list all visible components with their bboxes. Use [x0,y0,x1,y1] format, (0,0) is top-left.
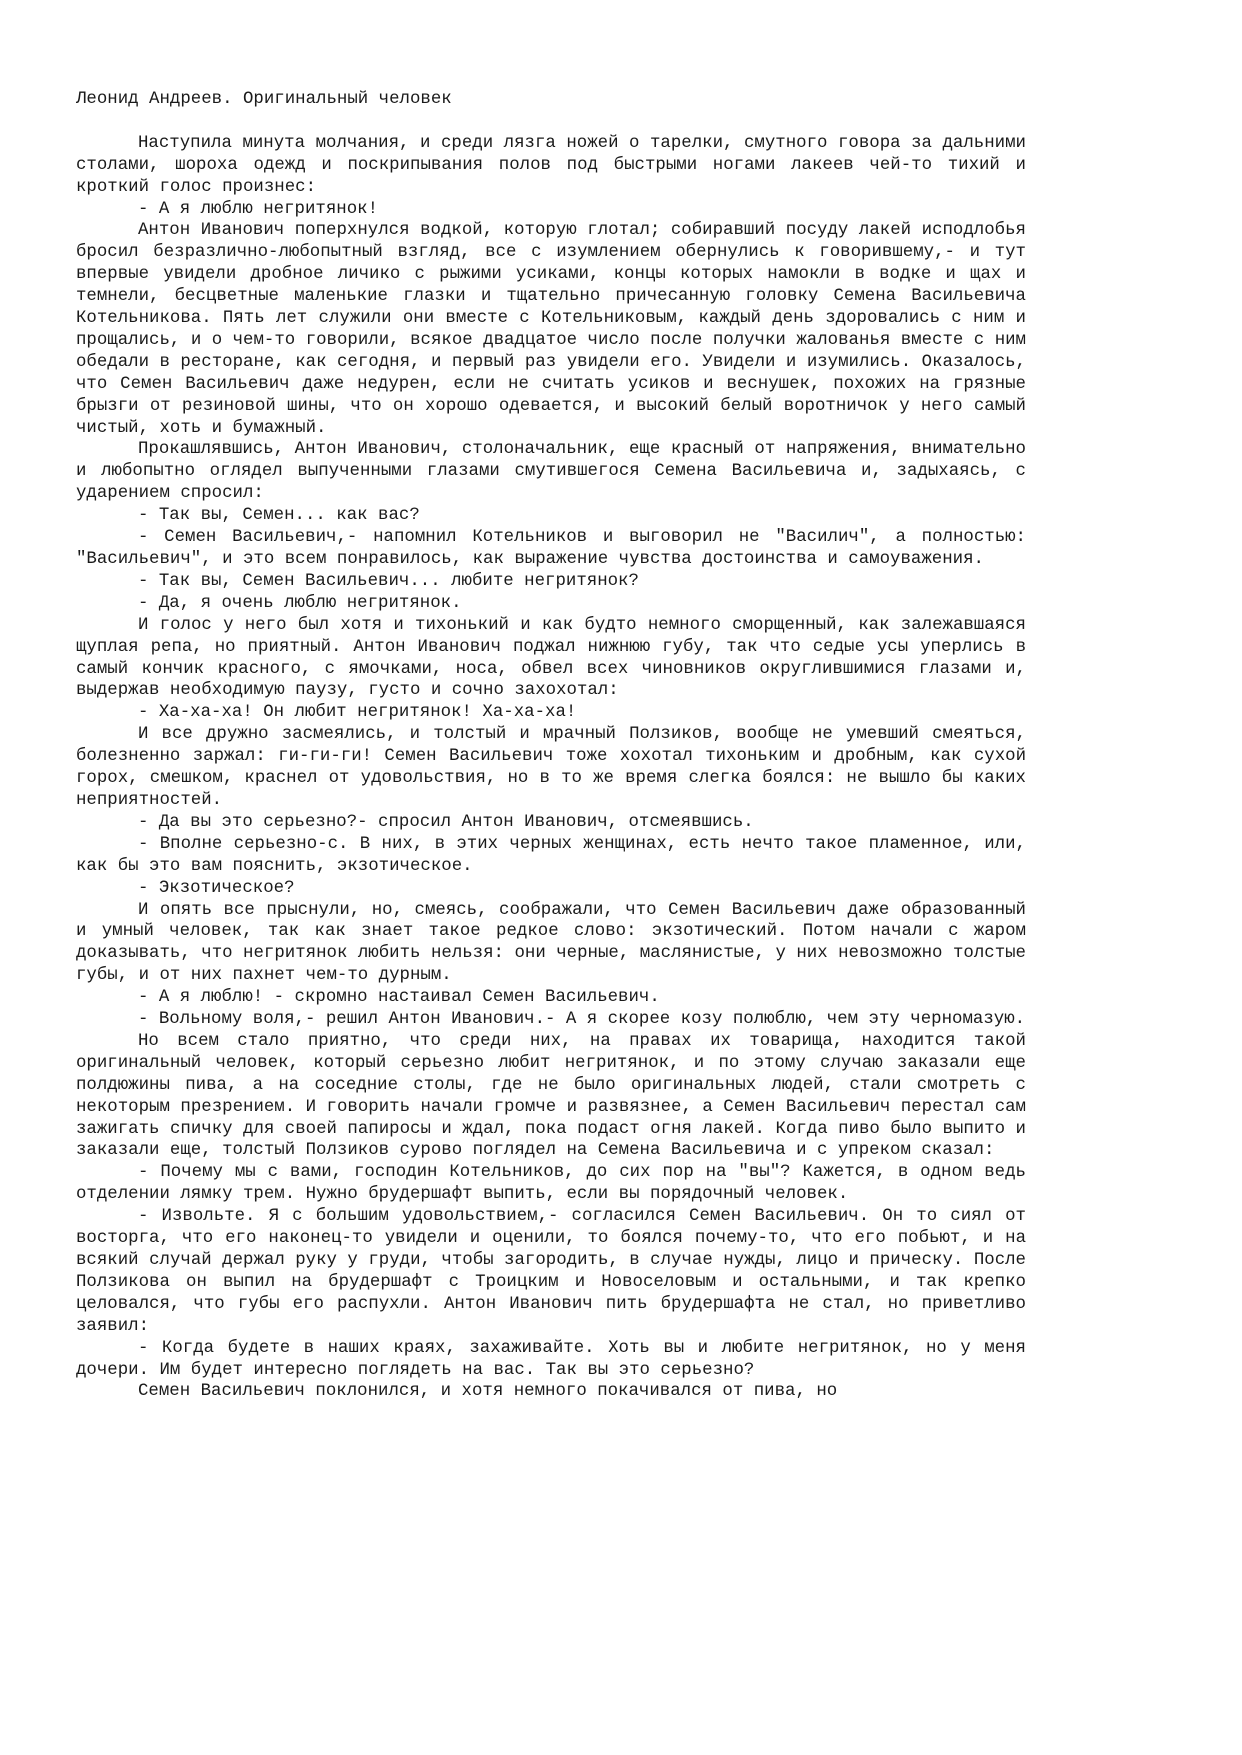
paragraph: Семен Васильевич поклонился, и хотя немного покачивался от пива, но [138,1382,838,1402]
paragraph: - Экзотическое? [138,878,295,898]
paragraph: - Так вы, Семен Васильевич... любите негритянок? [138,571,639,591]
paragraph: - Когда будете в наших краях, захаживайте. Хоть вы и любите негритянок, но у меня дочери. Им будет интересно поглядеть на вас. Так вы это серьезно? [76,1338,1026,1380]
paragraph: - А я люблю негритянок! [138,199,379,219]
paragraph: - Почему мы с вами, господин Котельников, до сих пор на "вы"? Кажется, в одном ведь отделении лямку трем. Нужно брудершафт выпить, если вы порядочный человек. [76,1163,1026,1205]
paragraph: Прокашлявшись, Антон Иванович, столоначальник, еще красный от напряжения, внимательно и любопытно оглядел выпученными глазами смутившегося Семена Васильевича и, задыхаясь, с ударением спросил: [76,440,1026,504]
paragraph: Антон Иванович поперхнулся водкой, которую глотал; собиравший посуду лакей исподлобья бросил безразлично-любопытный взгляд, все с изумлением обернулись к говорившему,- и тут впервые увидели дробное личико с рыжими усиками, концы которых намокли в водке и щах и темнели, бесцветные маленькие глазки и тщательно причесанную головку Семена Васильевича Котельникова. Пять лет служили они вместе с Котельниковым, каждый день здоровались с ним и прощались, и о чем-то говорили, всякое двадцатое число после получки жалованья вместе с ним обедали в ресторане, как сегодня, и первый раз увидели его. Увидели и изумились. Оказалось, что Семен Васильевич даже недурен, если не считать усиков и веснушек, похожих на грязные брызги от резиновой шины, что он хорошо одевается, и высокий белый воротничок у него самый чистый, хоть и бумажный. [76,221,1026,438]
paragraph: - Так вы, Семен... как вас? [138,506,420,526]
paragraph: Но всем стало приятно, что среди них, на правах их товарища, находится такой оригинальный человек, который серьезно любит негритянок, и по этому случаю заказали еще полдюжины пива, а на соседние столы, где не было оригинальных людей, стали смотреть с некоторым презрением. И говорить начали громче и развязнее, а Семен Васильевич перестал сам зажигать спичку для своей папиросы и ждал, пока подаст огня лакей. Когда пиво было выпито и заказали еще, толстый Ползиков сурово поглядел на Семена Васильевича и с упреком сказал: [76,1031,1026,1161]
paragraph: - Ха-ха-ха! Он любит негритянок! Ха-ха-ха! [138,703,577,723]
document-page [76,89,1026,1403]
paragraph: Наступила минута молчания, и среди лязга ножей о тарелки, смутного говора за дальними столами, шороха одежд и поскрипывания полов под быстрыми ногами лакеев чей-то тихий и кроткий голос произнес: [76,133,1026,197]
document-body [76,133,1026,1404]
document-title: Леонид Андреев. Оригинальный человек [76,90,452,109]
paragraph: И все дружно засмеялись, и толстый и мрачный Ползиков, вообще не умевший смеяться, болезненно заржал: ги-ги-ги! Семен Васильевич тоже хохотал тихоньким и дробным, как сухой горох, смешком, краснел от удовольствия, но в то же время слегка боялся: не вышло бы каких неприятностей. [76,725,1026,810]
paragraph: И опять все прыснули, но, смеясь, соображали, что Семен Васильевич даже образованный и умный человек, так как знает такое редкое слово: экзотический. Потом начали с жаром доказывать, что негритянок любить нельзя: они черные, маслянистые, у них невозможно толстые губы, и от них пахнет чем-то дурным. [76,900,1026,986]
paragraph: - Вольному воля,- решил Антон Иванович.- А я скорее козу полюблю, чем эту черномазую. [138,1010,1026,1030]
paragraph: - А я люблю! - скромно настаивал Семен Васильевич. [138,988,660,1008]
paragraph: - Да, я очень люблю негритянок. [138,593,462,613]
paragraph: И голос у него был хотя и тихонький и как будто немного сморщенный, как залежавшаяся щуплая репа, но приятный. Антон Иванович поджал нижнюю губу, так что седые усы уперлись в самый кончик красного, с ямочками, носа, обвел всех чиновников округлившимися глазами и, выдержав необходимую паузу, густо и сочно захохотал: [76,615,1026,701]
paragraph: - Да вы это серьезно?- спросил Антон Иванович, отсмеявшись. [138,812,754,832]
paragraph: - Семен Васильевич,- напомнил Котельников и выговорил не "Василич", а полностью: "Васильевич", и это всем понравилось, как выражение чувства достоинства и самоуважения. [76,528,1026,570]
paragraph: - Вполне серьезно-с. В них, в этих черных женщинах, есть нечто такое пламенное, или, как бы это вам пояснить, экзотическое. [76,834,1026,876]
paragraph: - Извольте. Я с большим удовольствием,- согласился Семен Васильевич. Он то сиял от восторга, что его наконец-то увидели и оценили, то боялся почему-то, что его побьют, и на всякий случай держал руку у груди, чтобы загородить, в случае нужды, лицо и прическу. После Ползикова он выпил на брудершафт с Троицким и Новоселовым и остальными, и так крепко целовался, что губы его распухли. Антон Иванович пить брудершафта не стал, но приветливо заявил: [76,1207,1026,1336]
